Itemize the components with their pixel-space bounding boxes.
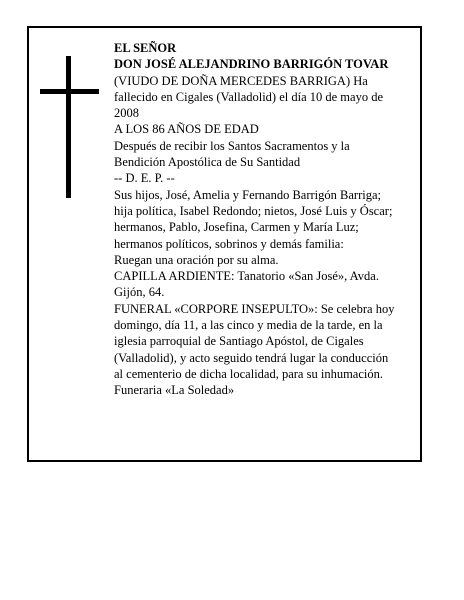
notice-line: (Valladolid), y acto seguido tendrá lugar la conducción — [114, 350, 389, 365]
notice-line: A LOS 86 AÑOS DE EDAD — [114, 122, 259, 137]
notice-line: hermanos, Pablo, Josefina, Carmen y María Luz; — [114, 220, 359, 235]
notice-line: Gijón, 64. — [114, 285, 165, 300]
cross-vertical-bar — [66, 56, 71, 198]
notice-line: fallecido en Cigales (Valladolid) el día 10 de mayo de — [114, 89, 384, 104]
obituary-notice — [27, 26, 422, 462]
notice-line: hija política, Isabel Redondo; nietos, José Luis y Óscar; — [114, 203, 393, 218]
notice-line: Bendición Apostólica de Su Santidad — [114, 155, 301, 170]
cross-horizontal-bar — [40, 89, 99, 94]
notice-line: domingo, día 11, a las cinco y media de la tarde, en la — [114, 318, 383, 333]
notice-line: EL SEÑOR — [114, 41, 177, 55]
notice-line: CAPILLA ARDIENTE: Tanatorio «San José», Avda. — [114, 269, 379, 284]
notice-line: al cementerio de dicha localidad, para su inhumación. — [114, 366, 383, 381]
notice-line: 2008 — [114, 106, 139, 121]
notice-line: (VIUDO DE DOÑA MERCEDES BARRIGA) Ha — [114, 73, 368, 88]
notice-line: FUNERAL «CORPORE INSEPULTO»: Se celebra hoy — [114, 301, 395, 316]
notice-line: Funeraria «La Soledad» — [114, 383, 235, 398]
notice-line: iglesia parroquial de Santiago Apóstol, de Cigales — [114, 334, 364, 349]
notice-line: Ruegan una oración por su alma. — [114, 252, 279, 267]
notice-line: hermanos políticos, sobrinos y demás familia: — [114, 236, 344, 251]
obituary-text — [114, 40, 424, 399]
latin-cross-icon — [40, 56, 99, 198]
notice-line: Después de recibir los Santos Sacramentos y la — [114, 138, 350, 153]
notice-line: Sus hijos, José, Amelia y Fernando Barrigón Barriga; — [114, 187, 381, 202]
notice-line: DON JOSÉ ALEJANDRINO BARRIGÓN TOVAR — [114, 57, 389, 72]
notice-line: -- D. E. P. -- — [114, 171, 175, 186]
